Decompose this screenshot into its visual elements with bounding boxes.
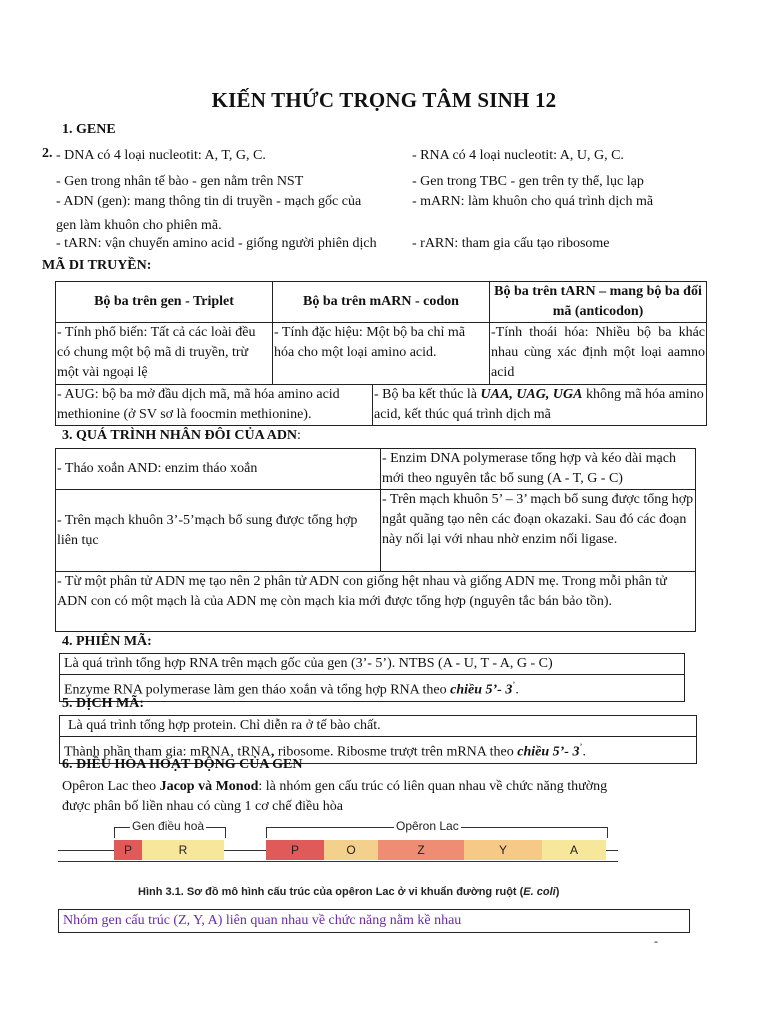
gene-z-segment: Z (378, 840, 464, 860)
table-header: Bộ ba trên mARN - codon (273, 282, 490, 323)
genetic-code-heading: MÃ DI TRUYỀN: (42, 258, 152, 273)
gene-right-line: - RNA có 4 loại nucleotit: A, U, G, C. (412, 148, 624, 163)
promoter-regulator-segment: P (114, 840, 142, 860)
table-cell: - Enzim DNA polymerase tổng hợp và kéo dài mạch mới theo nguyên tắc bổ sung (A - T, G - C) (381, 449, 696, 490)
regulator-gene-segment: R (142, 840, 224, 860)
gene-left-line: - DNA có 4 loại nucleotit: A, T, G, C. (56, 148, 266, 163)
regulator-gene-label: Gen điều hoà (132, 819, 205, 833)
replication-heading: 3. QUÁ TRÌNH NHÂN ĐÔI CỦA ADN: (62, 428, 301, 443)
page-title: KIẾN THỨC TRỌNG TÂM SINH 12 (211, 88, 557, 112)
table-cell: - Tính đặc hiệu: Một bộ ba chỉ mã hóa cho một loại amino acid. (273, 323, 490, 385)
table-cell: - Trên mạch khuôn 3’-5’mạch bổ sung được tổng hợp liên tục (56, 490, 381, 572)
operator-segment: O (324, 840, 378, 860)
table-cell: - AUG: bộ ba mở đầu dịch mã, mã hóa amino acid methionine (ở SV sơ là foocmin methionine). (56, 385, 373, 426)
stop-codon-text: - Bộ ba kết thúc là (374, 387, 481, 402)
gene-left-line: gen làm khuôn cho phiên mã. (56, 218, 222, 233)
gene-y-segment: Y (464, 840, 542, 860)
section-number-2: 2. (42, 146, 53, 161)
table-cell: - Trên mạch khuôn 5’ – 3’ mạch bổ sung được tổng hợp ngắt quãng tạo nên các đoạn okazaki. Sau đó các đoạn này nối lại với nhau nhờ enzim nối ligase. (381, 490, 696, 572)
table-cell: Là quá trình tổng hợp RNA trên mạch gốc của gen (3’- 5’). NTBS (A - U, T - A, G - C) (60, 654, 685, 675)
structural-genes-note: Nhóm gen cấu trúc (Z, Y, A) liên quan nhau về chức năng nằm kề nhau (58, 909, 690, 933)
table-header: Bộ ba trên tARN – mang bộ ba đối mã (anticodon) (490, 282, 707, 323)
promoter-segment: P (266, 840, 324, 860)
gene-left-line: - Gen trong nhân tế bào - gen nằm trên NST (56, 174, 304, 189)
table-cell: - Từ một phân tử ADN mẹ tạo nên 2 phân tử ADN con giống hệt nhau và giống ADN mẹ. Trong mỗi phân tử ADN con có một mạch là của ADN mẹ còn mạch kia mới được tổng hợp (nguyên tắc bán bảo tồn). (56, 572, 696, 632)
translation-heading: 5. DỊCH MÃ: (62, 696, 145, 711)
operon-description: Opêron Lac theo Jacop và Monod: là nhóm gen cấu trúc có liên quan nhau về chức năng thường (62, 779, 608, 794)
transcription-table (59, 653, 685, 702)
gene-right-line: - Gen trong TBC - gen trên ty thể, lục lạp (412, 174, 644, 189)
gene-a-segment: A (542, 840, 606, 860)
table-header: Bộ ba trên gen - Triplet (56, 282, 273, 323)
genetic-code-table (55, 281, 707, 385)
table-cell: Thành phần tham gia: mRNA, tRNA, ribosome. Ribosme trượt trên mRNA theo chiều 5’- 3’. (60, 737, 697, 764)
gene-left-line: - ADN (gen): mang thông tin di truyền - mạch gốc của (56, 194, 362, 209)
codon-table (55, 384, 707, 426)
trailing-dash: - (654, 934, 658, 948)
table-cell: - Tháo xoắn AND: enzim tháo xoắn (56, 449, 381, 490)
table-cell: - Tính phổ biến: Tất cả các loài đều có chung một bộ mã di truyền, trừ một vài ngoại lệ (56, 323, 273, 385)
table-cell: -Tính thoái hóa: Nhiều bộ ba khác nhau cùng xác định một loại aamno acid (490, 323, 707, 385)
replication-table (55, 448, 696, 632)
section-gene-heading: 1. GENE (62, 122, 116, 137)
figure-caption: Hình 3.1. Sơ đồ mô hình cấu trúc của opêron Lac ở vi khuẩn đường ruột (E. coli) (138, 886, 560, 898)
dna-line-bottom (58, 861, 618, 862)
gene-right-line: - mARN: làm khuôn cho quá trình dịch mã (412, 194, 654, 209)
operon-lac-label: Opêron Lac (396, 819, 459, 833)
stop-codons: UAA, UAG, UGA (480, 387, 583, 402)
table-cell: Là quá trình tổng hợp protein. Chỉ diễn ra ở tế bào chất. (60, 716, 697, 737)
gene-left-line: - tARN: vận chuyển amino acid - giống người phiên dịch (56, 236, 377, 251)
operon-description: được phân bố liền nhau có cùng 1 cơ chế điều hòa (62, 799, 343, 814)
transcription-heading: 4. PHIÊN MÃ: (62, 634, 152, 649)
gene-right-line: - rARN: tham gia cấu tạo ribosome (412, 236, 610, 251)
table-cell (373, 385, 707, 426)
gene-regulation-heading: 6. ĐIỀU HÒA HOẠT ĐỘNG CỦA GEN (62, 757, 303, 772)
stop-codon-text: không mã hóa amino acid, kết thúc quá trình dịch mã (374, 387, 704, 422)
table-cell: Enzyme RNA polymerase làm gen tháo xoắn và tổng hợp RNA theo chiều 5’- 3’. (60, 675, 685, 702)
